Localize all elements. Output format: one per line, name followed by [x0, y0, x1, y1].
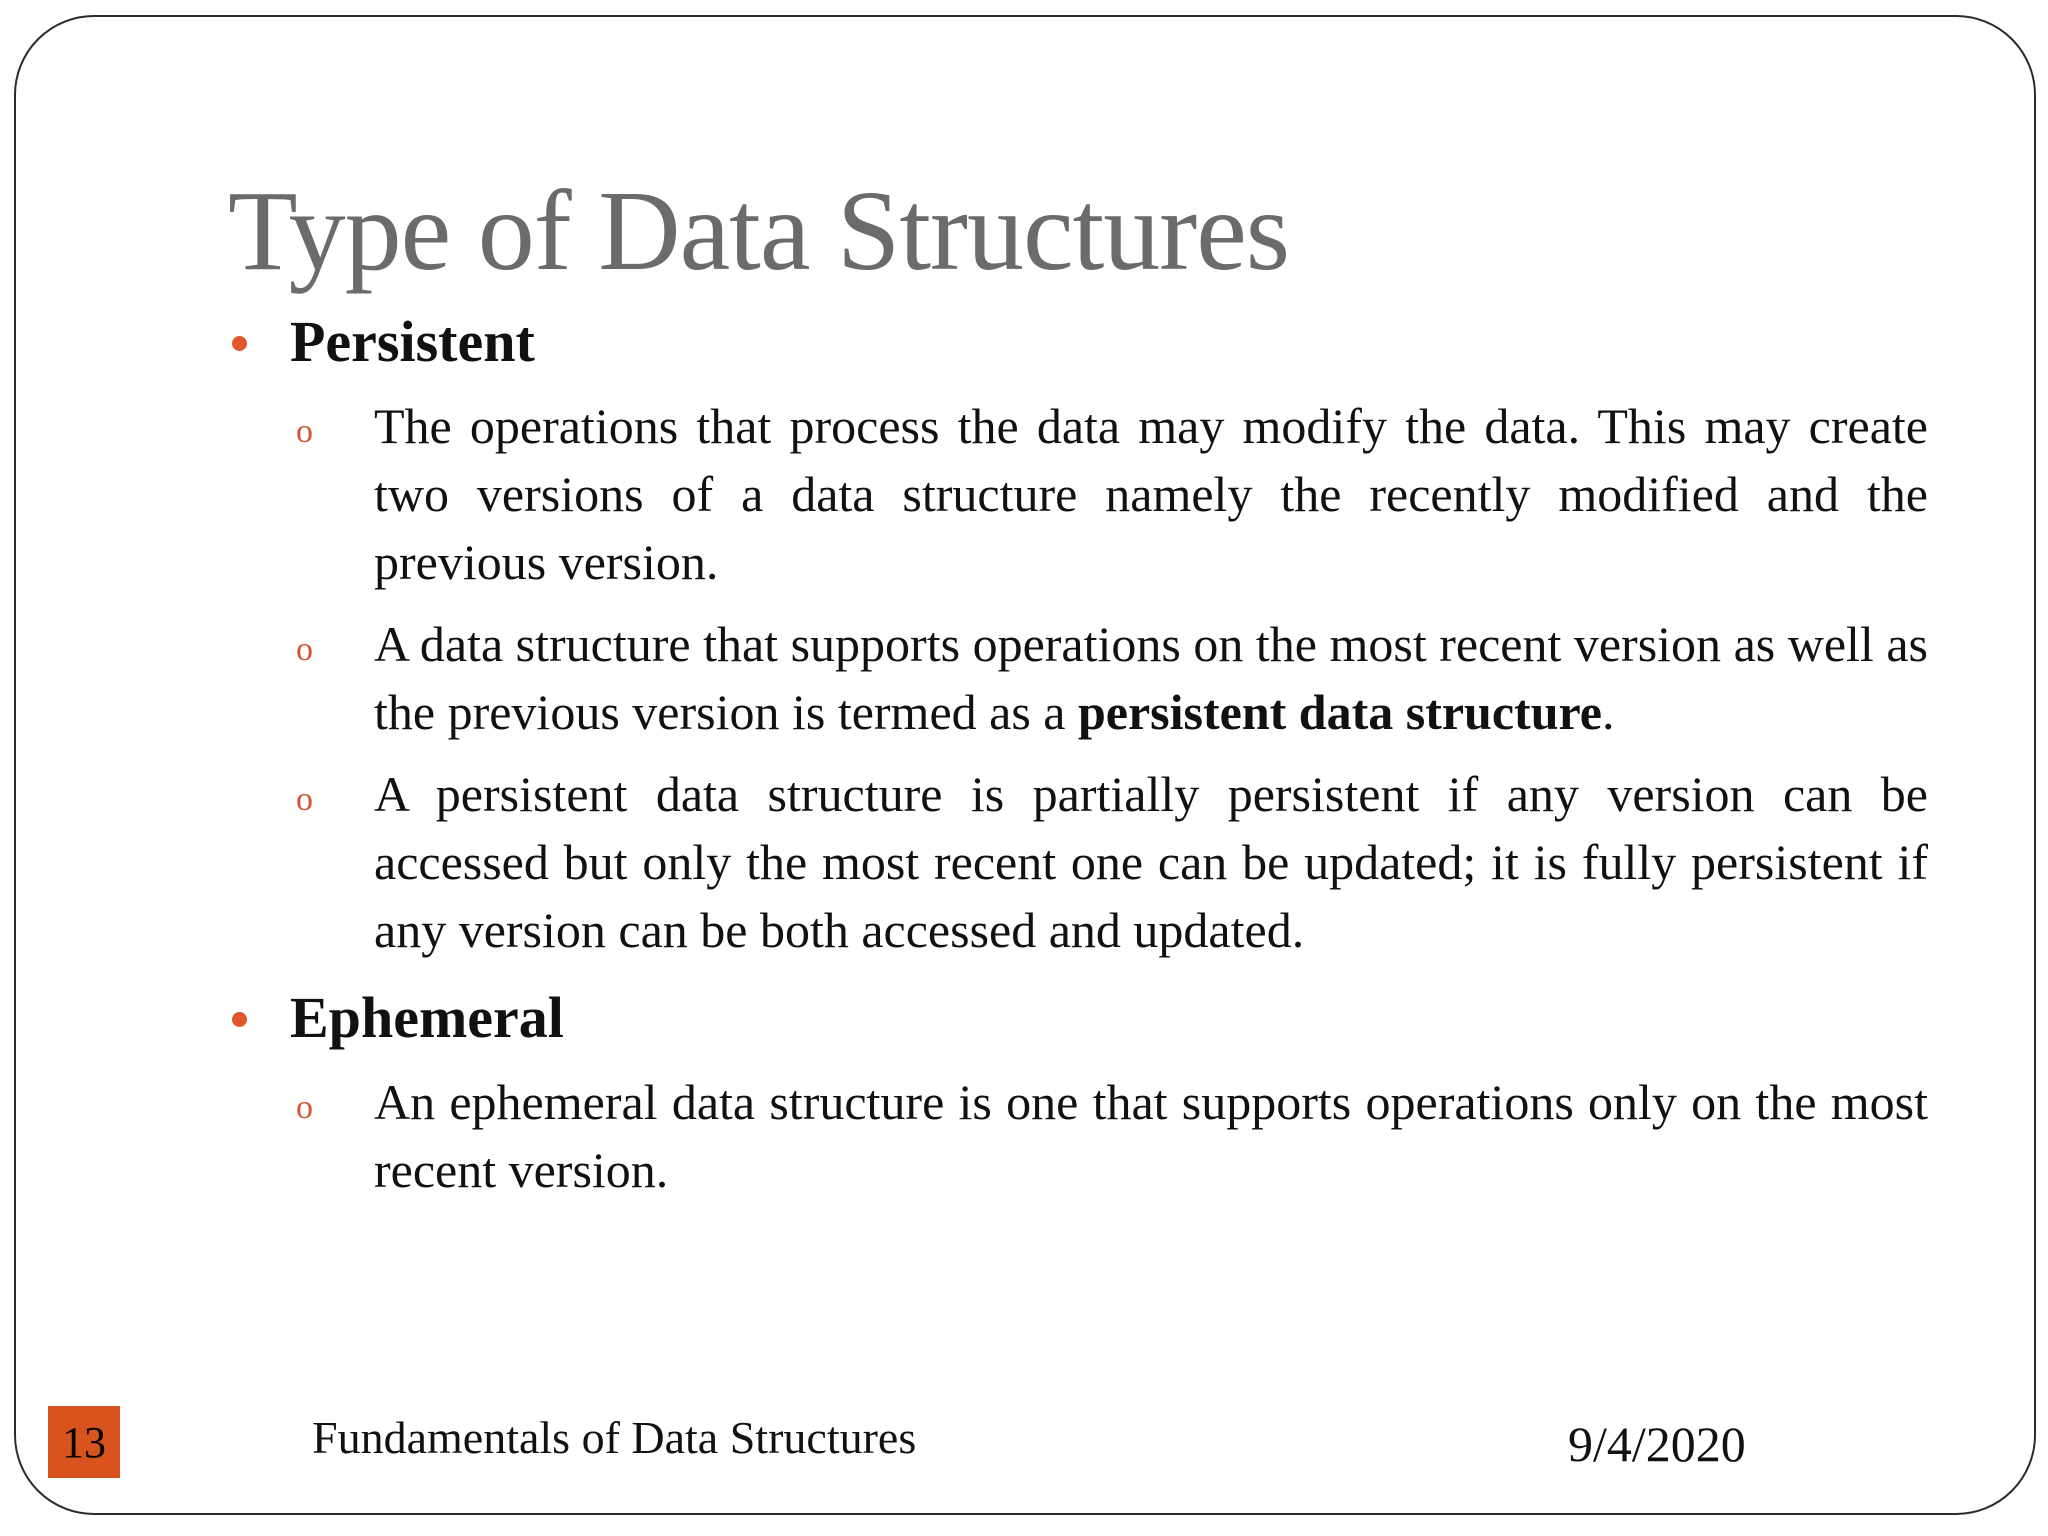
sub-item-text: [374, 616, 1928, 740]
bullet-heading: Ephemeral: [290, 985, 564, 1050]
bullet-dot-icon: [232, 1012, 247, 1027]
persistent-sub-list: [228, 392, 1928, 964]
sub-item: [228, 392, 1928, 596]
sub-item-text: The operations that process the data may modify the data. This may create two versions of a data structure namely the recently modified and the previous version.: [374, 398, 1928, 590]
circle-bullet-icon: o: [296, 631, 313, 668]
circle-bullet-icon: o: [296, 781, 313, 818]
ephemeral-sub-list: [228, 1068, 1928, 1204]
sub-item: [228, 1068, 1928, 1204]
circle-bullet-icon: o: [296, 413, 313, 450]
footer-date: 9/4/2020: [1568, 1416, 1746, 1472]
circle-bullet-icon: o: [296, 1089, 313, 1126]
sub-item: [228, 760, 1928, 964]
sub-item-text-part: A data structure that supports operations on the most recent version as well as the previous version is termed as a: [374, 616, 1928, 740]
sub-item-text: An ephemeral data structure is one that supports operations only on the most recent version.: [374, 1074, 1928, 1198]
footer-course-title: Fundamentals of Data Structures: [312, 1412, 917, 1463]
sub-item-bold-term: persistent data structure: [1077, 684, 1602, 740]
slide-title: Type of Data Structures: [228, 167, 1290, 294]
bullet-ephemeral: [228, 978, 1928, 1058]
page-number-badge: 13: [48, 1406, 120, 1478]
sub-item-text: A persistent data structure is partially persistent if any version can be accessed but only the most recent one can be updated; it is fully persistent if any version can be both accessed and updated.: [374, 766, 1928, 958]
bullet-dot-icon: [232, 336, 247, 351]
bullet-persistent: [228, 302, 1928, 382]
slide-content: [228, 302, 1928, 1204]
bullet-heading: Persistent: [290, 309, 535, 374]
sub-item-text-part: .: [1601, 684, 1615, 740]
sub-item: [228, 610, 1928, 746]
